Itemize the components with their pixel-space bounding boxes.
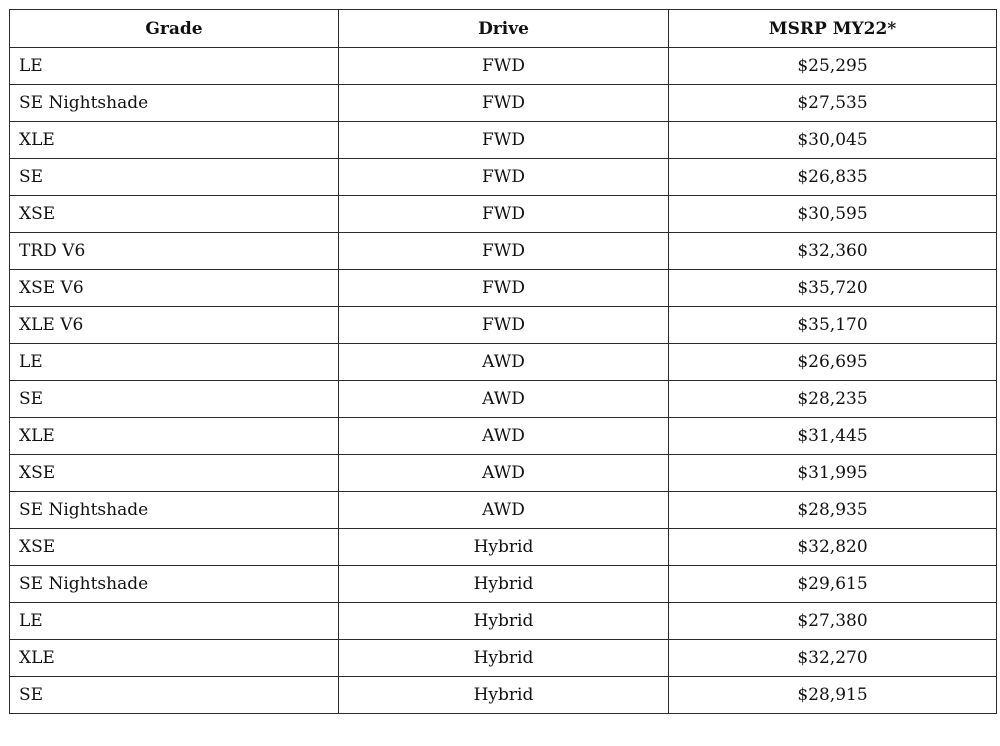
grade-cell: XLE xyxy=(10,418,339,455)
table-row xyxy=(10,270,997,307)
msrp-cell: $28,915 xyxy=(669,677,997,714)
grade-cell: XSE xyxy=(10,529,339,566)
grade-cell: SE xyxy=(10,159,339,196)
table-row xyxy=(10,492,997,529)
table-row xyxy=(10,603,997,640)
grade-cell: XLE xyxy=(10,122,339,159)
drive-cell: FWD xyxy=(339,48,669,85)
grade-cell: SE xyxy=(10,677,339,714)
msrp-cell: $26,695 xyxy=(669,344,997,381)
msrp-cell: $25,295 xyxy=(669,48,997,85)
drive-cell: Hybrid xyxy=(339,529,669,566)
table-row xyxy=(10,455,997,492)
drive-cell: AWD xyxy=(339,455,669,492)
drive-cell: Hybrid xyxy=(339,566,669,603)
drive-cell: FWD xyxy=(339,270,669,307)
grade-cell: LE xyxy=(10,344,339,381)
column-header-msrp: MSRP MY22* xyxy=(669,10,997,48)
drive-cell: FWD xyxy=(339,159,669,196)
drive-cell: FWD xyxy=(339,233,669,270)
drive-cell: Hybrid xyxy=(339,677,669,714)
msrp-cell: $32,270 xyxy=(669,640,997,677)
table-row xyxy=(10,307,997,344)
table-row xyxy=(10,159,997,196)
grade-cell: LE xyxy=(10,603,339,640)
column-header-drive: Drive xyxy=(339,10,669,48)
msrp-cell: $30,045 xyxy=(669,122,997,159)
msrp-cell: $27,535 xyxy=(669,85,997,122)
drive-cell: Hybrid xyxy=(339,603,669,640)
msrp-cell: $35,170 xyxy=(669,307,997,344)
column-header-grade: Grade xyxy=(10,10,339,48)
drive-cell: AWD xyxy=(339,492,669,529)
grade-cell: XSE xyxy=(10,196,339,233)
grade-cell: TRD V6 xyxy=(10,233,339,270)
grade-cell: XSE V6 xyxy=(10,270,339,307)
msrp-cell: $31,995 xyxy=(669,455,997,492)
table-row xyxy=(10,233,997,270)
drive-cell: AWD xyxy=(339,418,669,455)
msrp-cell: $26,835 xyxy=(669,159,997,196)
table-header xyxy=(10,10,997,48)
drive-cell: FWD xyxy=(339,196,669,233)
table-row xyxy=(10,196,997,233)
table-body xyxy=(10,48,997,714)
grade-cell: SE Nightshade xyxy=(10,492,339,529)
msrp-cell: $27,380 xyxy=(669,603,997,640)
grade-cell: XSE xyxy=(10,455,339,492)
table-row xyxy=(10,48,997,85)
msrp-cell: $35,720 xyxy=(669,270,997,307)
grade-cell: SE xyxy=(10,381,339,418)
grade-cell: LE xyxy=(10,48,339,85)
table-row xyxy=(10,529,997,566)
table-row xyxy=(10,566,997,603)
table-row xyxy=(10,640,997,677)
msrp-cell: $28,935 xyxy=(669,492,997,529)
drive-cell: FWD xyxy=(339,85,669,122)
table-row xyxy=(10,85,997,122)
drive-cell: AWD xyxy=(339,381,669,418)
drive-cell: Hybrid xyxy=(339,640,669,677)
table-row xyxy=(10,122,997,159)
msrp-cell: $31,445 xyxy=(669,418,997,455)
table-row xyxy=(10,344,997,381)
msrp-cell: $29,615 xyxy=(669,566,997,603)
msrp-cell: $28,235 xyxy=(669,381,997,418)
msrp-cell: $30,595 xyxy=(669,196,997,233)
msrp-cell: $32,820 xyxy=(669,529,997,566)
table-row xyxy=(10,418,997,455)
grade-cell: SE Nightshade xyxy=(10,85,339,122)
table-row xyxy=(10,677,997,714)
drive-cell: FWD xyxy=(339,307,669,344)
grade-cell: XLE V6 xyxy=(10,307,339,344)
msrp-cell: $32,360 xyxy=(669,233,997,270)
table-row xyxy=(10,381,997,418)
header-row xyxy=(10,10,997,48)
msrp-price-table xyxy=(9,9,997,714)
drive-cell: FWD xyxy=(339,122,669,159)
drive-cell: AWD xyxy=(339,344,669,381)
grade-cell: XLE xyxy=(10,640,339,677)
grade-cell: SE Nightshade xyxy=(10,566,339,603)
